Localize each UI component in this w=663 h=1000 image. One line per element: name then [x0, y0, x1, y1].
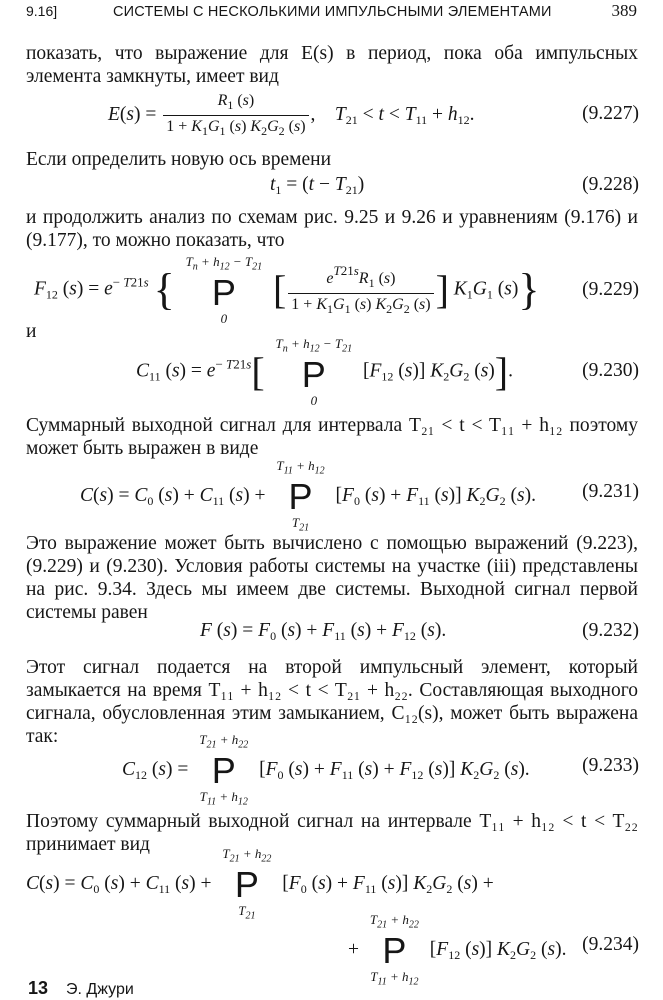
equation-number-9-230: (9.230) — [582, 360, 639, 381]
equation-9-233: $C_{12}$ (s) = $T_{21} + h_{22}$ P $T_{11} + h_{12}$ [$F_0$ $(s) + F_{11}$ $(s) + F_{12}$ (s)] $K_2G_2$ (s). — [122, 732, 530, 808]
paragraph-2: Если определить новую ось времени — [26, 149, 332, 170]
page-number: 389 — [611, 1, 637, 20]
equation-9-234-line-2: + $T_{21} + h_{22}$ P $T_{11} + h_{12}$ [$F_{12}$ (s)] $K_2G_2$ (s). — [348, 912, 567, 988]
operator-p-229: $T_n + h_{12} - T_{21}$ P 0 — [185, 254, 263, 326]
paragraph-4: и — [26, 321, 37, 342]
section-number: 9.16] — [26, 3, 58, 19]
running-title: СИСТЕМЫ С НЕСКОЛЬКИМИ ИМПУЛЬСНЫМИ ЭЛЕМЕНТАМИ — [113, 4, 552, 20]
equation-9-234-line-1: $C(s) = C_0$ $(s) + C_{11}$ (s) + $T_{21} + h_{22}$ P $T_{21}$ [$F_0$ $(s) + F_{11}$ (s)] $K_2G_2$ (s) + — [26, 846, 494, 922]
operator-p-231: $T_{11} + h_{12}$ P $T_{21}$ — [276, 458, 325, 534]
paragraph-7: Этот сигнал подается на второй импульсный элемент, который замыкается на время T₁₁ + h₁₂ < t < T₂₁ + h₂₂. Составляющая выходного сигнала, обусловленная этим замыканием, C₁₂(s), может быть выражена так: — [26, 657, 638, 747]
equation-9-231: $C(s) = C_0$ $(s) + C_{11}$ (s) + $T_{11} + h_{12}$ P $T_{21}$ [$F_0$ $(s) + F_{11}$ (s)] $K_2G_2$ (s). — [80, 458, 536, 534]
signature-author: Э. Джури — [66, 981, 134, 998]
paragraph-6: Это выражение может быть вычислено с помощью выражений (9.223), (9.229) и (9.230). Условия работы системы на участке (iii) представлены на рис. 9.34. Здесь мы имеем две системы. Выходной сигнал первой системы равен — [26, 533, 638, 623]
equation-number-9-227: (9.227) — [582, 103, 639, 124]
paragraph-1: показать, что выражение для E(s) в период, пока оба импульсных элемента замкнуты, имеет вид — [26, 43, 638, 87]
equation-9-230: $C_{11}$ $(s) = e^{- T21s}$[ $T_n + h_{12} - T_{21}$ P 0 [$F_{12}$ (s)] $K_2G_2$ (s)]. — [136, 336, 513, 408]
operator-p-234a: $T_{21} + h_{22}$ P $T_{21}$ — [222, 846, 272, 922]
paragraph-8: Поэтому суммарный выходной сигнал на интервале T₁₁ + h₁₂ < t < T₂₂ принимает вид — [26, 811, 638, 855]
equation-9-227: E(s) = $\frac{R_1 (s)}{1 + K_1G_1 (s) K_2G_2 (s)}$ , $T_{21} < t < T_{11} + h_{12}$. — [108, 92, 475, 138]
paragraph-3: и продолжить анализ по схемам рис. 9.25 и 9.26 и уравнениям (9.176) и (9.177), то можно показать, что — [26, 207, 638, 251]
operator-p-230: $T_n + h_{12} - T_{21}$ P 0 — [275, 336, 353, 408]
signature-footer — [28, 978, 134, 999]
equation-9-229: $F_{12}$ $(s) = e^{- T21s}$ { $T_n + h_{12} - T_{21}$ P 0 [ $\frac{e^{T21s}R_1 (s)}{1 + K_1G_1 (s) K_2G_2 (s)}$ ] $K_1G_1$ (s)} — [34, 254, 540, 326]
signature-number: 13 — [28, 978, 49, 998]
operator-p-234b: $T_{21} + h_{22}$ P $T_{11} + h_{12}$ — [369, 912, 419, 988]
equation-9-228: $t_1 = (t - T_{21})$ — [270, 174, 365, 197]
equation-number-9-228: (9.228) — [582, 174, 639, 195]
operator-p-233: $T_{21} + h_{22}$ P $T_{11} + h_{12}$ — [199, 732, 249, 808]
equation-number-9-234: (9.234) — [582, 934, 639, 955]
equation-number-9-232: (9.232) — [582, 620, 639, 641]
equation-number-9-233: (9.233) — [582, 755, 639, 776]
equation-number-9-229: (9.229) — [582, 279, 639, 300]
equation-9-232: F $(s) = F_0$ $(s) + F_{11}$ $(s) + F_{12}$ (s). — [200, 620, 447, 643]
equation-number-9-231: (9.231) — [582, 481, 639, 502]
paragraph-5: Суммарный выходной сигнал для интервала T₂₁ < t < T₁₁ + h₁₂ поэтому может быть выражен в виде — [26, 415, 638, 459]
